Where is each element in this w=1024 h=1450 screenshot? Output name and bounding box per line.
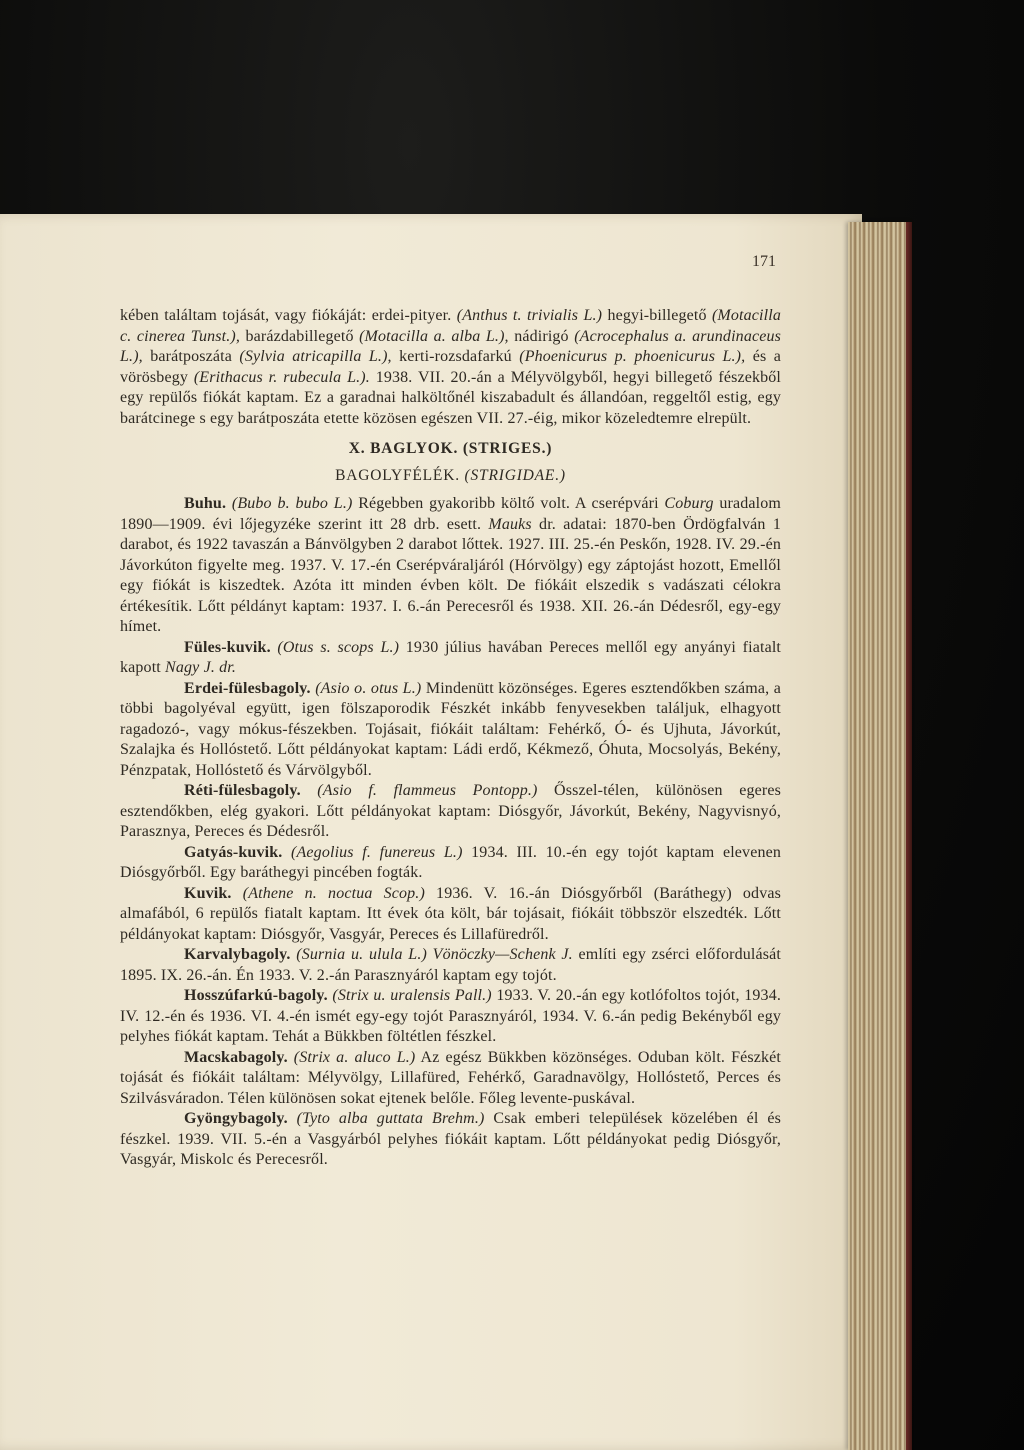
species-text: Csak emberi települések közelében él és fészkel. 1939. VII. 5.-én a Vasgyárból pelyhes fiókáit kaptam. Lőtt példányokat pedig Diósgyőr, Vasgyár, Miskolc és Perecesről. <box>120 1110 781 1168</box>
species-name: Gatyás-kuvik. <box>184 843 283 861</box>
species-entry <box>120 945 781 986</box>
species-name: Kuvik. <box>184 884 232 902</box>
intro-text: barázdabillegető <box>240 327 360 345</box>
species-latin-name: (Otus s. scops L.) <box>277 638 400 656</box>
latin-name: (Anthus t. trivialis L.) <box>456 307 603 324</box>
intro-paragraph <box>120 306 781 429</box>
species-entry <box>120 781 781 843</box>
author-name: Coburg <box>664 495 714 512</box>
species-text: Mindenütt közönséges. Egeres esztendőkben száma, a többi bagolyéval együtt, igen fölszaporodik Fészkét inkább fenyvesekben találjuk, elhagyott ragadozó-, vagy mókus-fészekben. Tojásait, fiókáit találtam: Fehérkő, Ó- és Ujhuta, Jávorkút, Szalajka és Hollóstető. Lőtt példányokat kaptam: Ládi erdő, Kékmező, Óhuta, Mocsolyás, Bekény, Pénzpatak, Hollóstető és Várvölgyből. <box>120 679 781 779</box>
section-title: X. BAGLYOK. (STRIGES.) <box>348 440 553 457</box>
species-name: Gyöngybagoly. <box>184 1110 288 1127</box>
species-text: uradalom 1890—1909. évi lőjegyzéke szerint itt 28 drb. esett. <box>120 495 781 533</box>
family-name: BAGOLYFÉLÉK. <box>335 466 465 484</box>
species-name: Réti-fülesbagoly. <box>184 782 301 799</box>
latin-name: (Motacilla a. alba L.), <box>359 327 509 345</box>
species-latin-name: (Surnia u. ulula L.) <box>296 946 427 963</box>
species-latin-name: (Asio f. flammeus Pontopp.) <box>317 782 538 799</box>
author-name: Nagy J. dr. <box>165 659 237 676</box>
species-entry <box>120 884 781 946</box>
species-name: Erdei-fülesbagoly. <box>184 679 311 697</box>
species-name: Buhu. <box>184 495 227 512</box>
intro-text: és a vörösbegy <box>120 348 781 386</box>
species-entry <box>120 638 781 679</box>
species-entry <box>120 679 781 782</box>
species-text: dr. adatai: 1870-ben Ördögfalván 1 darabot, és 1922 tavaszán a Bánvölgyben 2 darabot lőttek. 1927. III. 25.-én Peskőn, 1928. IV. 29.-én Jávorkúton figyelte meg. 1937. V. 17.-én Cserépváraljáról (Hórvölgy) egy záptojást hozott, Emellől egy fiókát is kiszedtek. Azóta itt minden évben költ. De fiókáit elszedik s vadászati célokra értékesítik. Lőtt példányt kaptam: 1937. I. 6.-án Perecesről és 1938. XII. 26.-án Dédesről, egy-egy hímet. <box>120 515 781 635</box>
species-entry <box>120 1109 781 1171</box>
intro-text: nádirigó <box>508 327 575 345</box>
species-latin-name: (Asio o. otus L.) <box>315 679 422 697</box>
species-text: 1930 július havában Pereces mellől egy anyányi fiatalt kapott <box>120 638 782 676</box>
page-text <box>120 306 781 1171</box>
family-title <box>120 466 781 487</box>
author-name: Mauks <box>488 515 532 533</box>
species-entry <box>120 986 781 1048</box>
species-text: 1936. V. 16.-án Diósgyőrből (Baráthegy) odvas almafából, 6 repülős fiatalt kaptam. Itt évek óta költ, bár tojásait, fiókáit többször elszedték. Lőtt példányokat kaptam: Diósgyőr, Vasgyár, Pereces és Lillafüredről. <box>120 884 781 943</box>
species-entry <box>120 1048 781 1110</box>
intro-text: barátposzáta <box>142 348 240 365</box>
species-name: Macskabagoly. <box>184 1048 288 1066</box>
intro-text: 1938. VII. 20.-án a Mélyvölgyből, hegyi billegető fészekből egy repülős fiókát kaptam. Ez a garadnai halköltőnél kiszabadult és állandóan, reggeltől estig, egy barátcinege s egy barátposzáta etette közösen egészen VII. 27.-éig, mikor közeledtemre elrepült. <box>120 368 782 427</box>
species-latin-name: (Athene n. noctua Scop.) <box>242 884 425 902</box>
author-name: Vönöczky—Schenk J. <box>432 946 573 963</box>
species-name: Karvalybagoly. <box>184 946 291 963</box>
species-text: Az egész Bükkben közönséges. Oduban költ. Fészkét tojását és fiókáit találtam: Mélyvölgy, Lillafüred, Fehérkő, Garadnavölgy, Hollóstető, Perces és Szilvásváradon. Télen különösen sokat ejtenek belőle. Főleg levente-puskával. <box>120 1048 781 1107</box>
latin-name: (Acrocephalus a. arundinaceus L.), <box>120 327 781 365</box>
species-latin-name: (Tyto alba guttata Brehm.) <box>296 1110 485 1127</box>
species-name: Hosszúfarkú-bagoly. <box>184 987 328 1004</box>
family-latin-name: (STRIGIDAE.) <box>464 466 566 484</box>
species-entry <box>120 843 781 884</box>
book-page-edges <box>848 222 912 1450</box>
species-latin-name: (Bubo b. bubo L.) <box>231 495 353 512</box>
latin-name: (Motacilla c. cinerea Tunst.), <box>120 307 781 345</box>
latin-name: (Sylvia atricapilla L.), <box>239 348 392 365</box>
intro-text: kerti-rozsdafarkú <box>391 348 520 365</box>
species-latin-name: (Aegolius f. funereus L.) <box>291 843 463 861</box>
species-text: Régebben gyakoribb költő volt. A cserépvári <box>352 495 665 512</box>
species-text: 1934. III. 10.-én egy tojót kaptam elevenen Diósgyőrből. Egy baráthegyi pincében fogták. <box>120 843 782 881</box>
page-number: 171 <box>752 253 776 270</box>
species-text: 1933. V. 20.-án egy kotlófoltos tojót, 1934. IV. 12.-én és 1936. VI. 4.-én ismét egy-egy tojót Parasznyáról, 1934. V. 6.-án pedig Bekényből egy pelyhes fiókát kaptam. Tehát a Bükkben föltétlen fészkel. <box>120 987 781 1045</box>
intro-text: hegyi-billegető <box>602 307 712 324</box>
species-text: említi egy zsérci előfordulását 1895. IX. 26.-án. Én 1933. V. 2.-án Parasznyáról kaptam egy tojót. <box>120 946 782 984</box>
latin-name: (Phoenicurus p. phoenicurus L.), <box>519 348 746 365</box>
species-text: Ősszel-télen, különösen egeres esztendőkben, elég gyakori. Lőtt példányokat kaptam: Diósgyőr, Jávorkút, Bekény, Nagyvisnyó, Parasznya, Pereces és Dédesről. <box>120 782 781 840</box>
latin-name: (Erithacus r. rubecula L.). <box>193 368 370 386</box>
species-name: Füles-kuvik. <box>184 638 271 656</box>
species-entry <box>120 494 781 638</box>
species-entries <box>120 494 781 1171</box>
species-latin-name: (Strix u. uralensis Pall.) <box>332 987 492 1004</box>
intro-text: kében találtam tojását, vagy fiókáját: erdei-pityer. <box>120 307 457 324</box>
species-latin-name: (Strix a. aluco L.) <box>293 1048 416 1066</box>
